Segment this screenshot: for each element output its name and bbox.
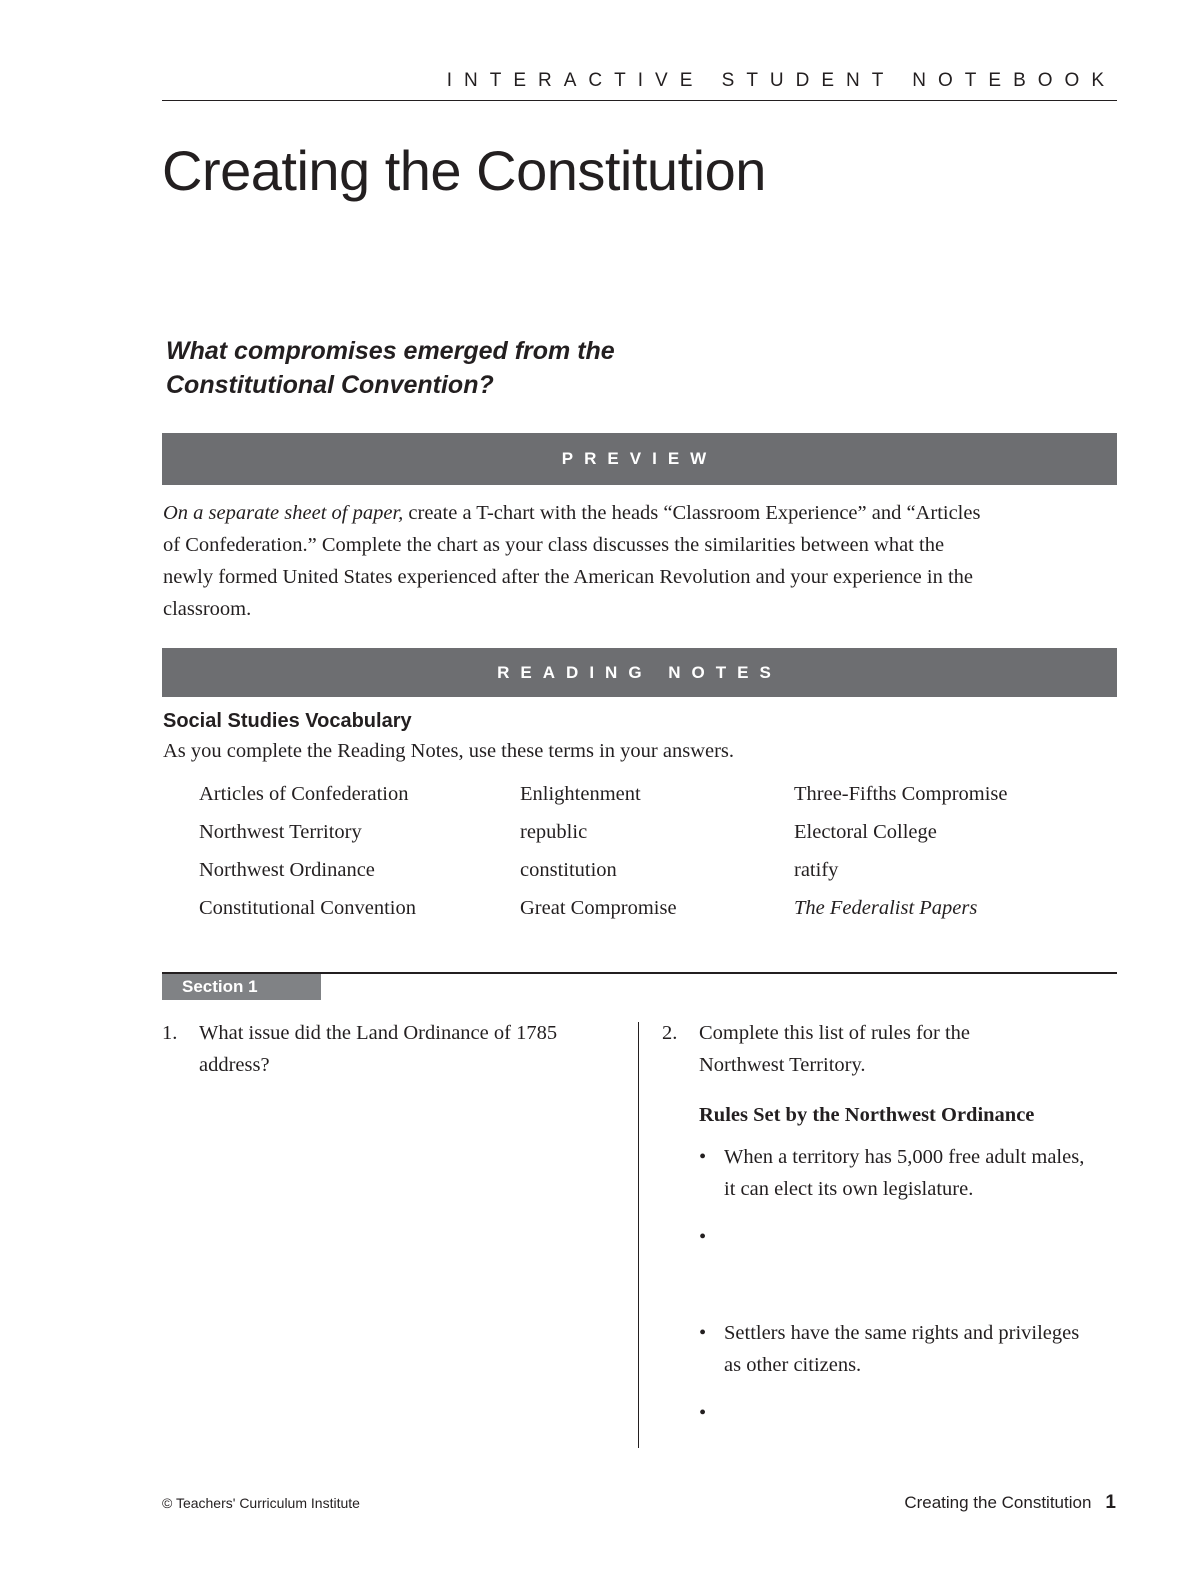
vocabulary-term: Northwest Ordinance bbox=[199, 859, 375, 881]
reading-notes-band: READING NOTES bbox=[162, 648, 1117, 697]
preview-instructions bbox=[163, 497, 983, 625]
vocabulary-term: Constitutional Convention bbox=[199, 897, 416, 919]
vocabulary-column-3 bbox=[794, 778, 1008, 930]
preview-body: create a T-chart with the heads “Classroom Experience” and “Articles of Confederation.” Complete the chart as your class discusses the similarities between what the newly formed United States experienced after the American Revolution and your experience in the classroom. bbox=[163, 502, 981, 620]
vocabulary-term: Articles of Confederation bbox=[199, 783, 409, 805]
vocabulary-term: Northwest Territory bbox=[199, 821, 362, 843]
vocabulary-intro: As you complete the Reading Notes, use these terms in your answers. bbox=[163, 740, 735, 762]
footer-title-page bbox=[904, 1492, 1116, 1514]
vocabulary-term: constitution bbox=[520, 859, 617, 881]
question-number: 2. bbox=[662, 1022, 678, 1044]
header-divider bbox=[162, 100, 1117, 101]
section-tab: Section 1 bbox=[162, 974, 321, 1000]
vocabulary-term: Great Compromise bbox=[520, 897, 677, 919]
footer-copyright: © Teachers' Curriculum Institute bbox=[162, 1495, 360, 1511]
vocabulary-term: Electoral College bbox=[794, 821, 937, 843]
essential-question-line-1: What compromises emerged from the bbox=[166, 337, 615, 365]
vocabulary-term: Enlightenment bbox=[520, 783, 641, 805]
rules-heading: Rules Set by the Northwest Ordinance bbox=[699, 1104, 1035, 1126]
bullet-icon: • bbox=[699, 1402, 707, 1424]
question-number: 1. bbox=[162, 1022, 178, 1044]
notebook-header-label: INTERACTIVE STUDENT NOTEBOOK bbox=[446, 70, 1116, 91]
vocabulary-term: ratify bbox=[794, 859, 839, 881]
vocabulary-column-1 bbox=[199, 778, 416, 930]
vocabulary-term: republic bbox=[520, 821, 588, 843]
bullet-icon: • bbox=[699, 1226, 707, 1248]
vocabulary-column-2 bbox=[520, 778, 677, 930]
vocabulary-term: The Federalist Papers bbox=[794, 897, 978, 919]
preview-italic-lead: On a separate sheet of paper, bbox=[163, 502, 404, 524]
rule-text: Settlers have the same rights and privileges as other citizens. bbox=[724, 1322, 1080, 1376]
question-text: Complete this list of rules for the Northwest Territory. bbox=[699, 1022, 971, 1076]
essential-question-line-2: Constitutional Convention? bbox=[166, 371, 494, 399]
question-text: What issue did the Land Ordinance of 1785 address? bbox=[199, 1022, 558, 1076]
vocabulary-heading: Social Studies Vocabulary bbox=[163, 710, 412, 732]
column-divider bbox=[638, 1022, 639, 1448]
bullet-icon: • bbox=[699, 1322, 707, 1344]
bullet-icon: • bbox=[699, 1146, 707, 1168]
page-number: 1 bbox=[1105, 1492, 1116, 1513]
essential-question bbox=[166, 334, 615, 402]
preview-band: PREVIEW bbox=[162, 433, 1117, 485]
rule-text: When a territory has 5,000 free adult males, it can elect its own legislature. bbox=[724, 1146, 1085, 1200]
vocabulary-term: Three-Fifths Compromise bbox=[794, 783, 1008, 805]
page-title: Creating the Constitution bbox=[162, 139, 766, 202]
footer-title: Creating the Constitution bbox=[904, 1493, 1092, 1512]
